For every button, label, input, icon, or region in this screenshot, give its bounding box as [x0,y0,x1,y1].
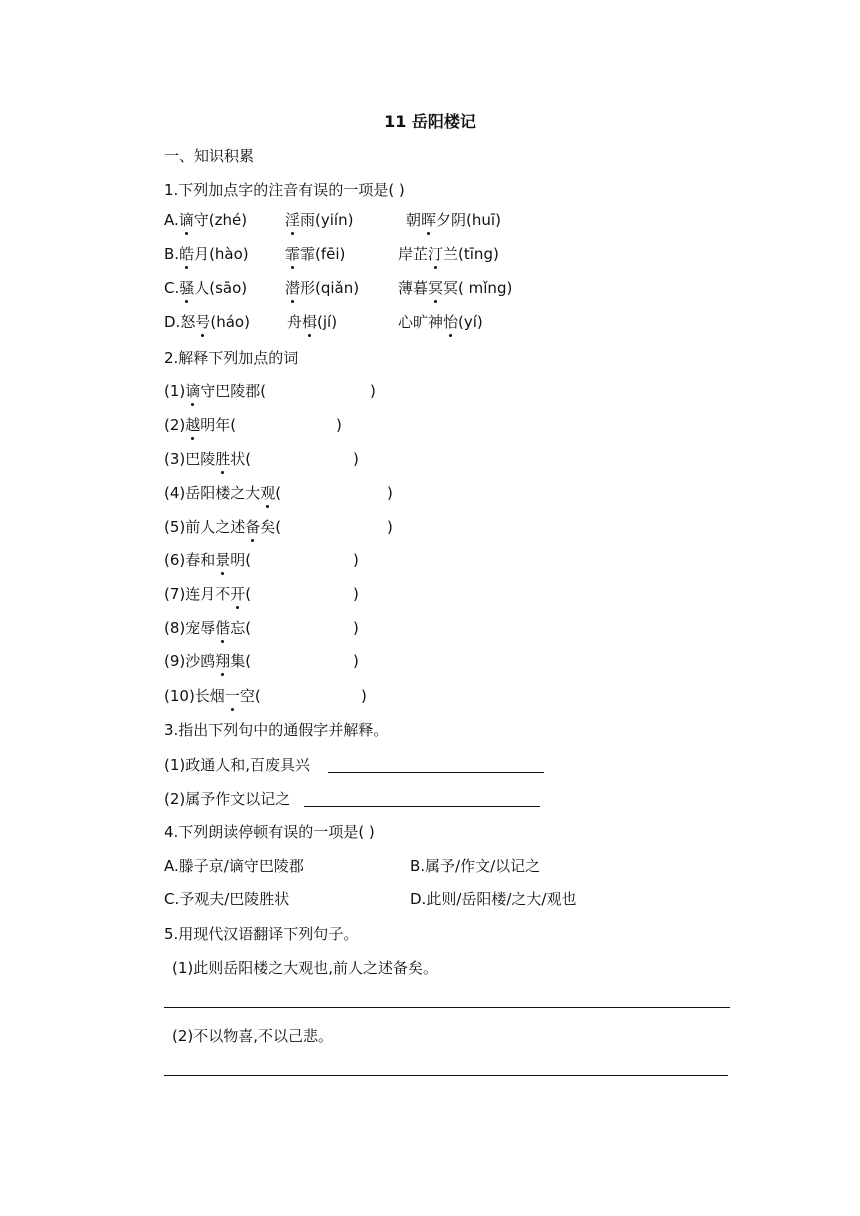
emphasized-char: 景 [215,551,231,569]
item-suffix: 明( [230,551,252,569]
option-suffix: 月(hào) [194,245,249,263]
q5-answer-line-2[interactable] [164,1075,728,1076]
answer-close-paren: ) [387,484,393,502]
answer-close-paren: ) [353,652,359,670]
emphasized-char: 霏 [285,245,301,263]
item-prefix: (10)长烟 [164,687,225,705]
q1-option [164,244,249,264]
item-suffix: 状( [230,450,252,468]
option-suffix: 夕阴(huī) [436,211,501,229]
emphasized-char: 胜 [215,450,231,468]
option-prefix: 薄暮 [398,279,429,297]
emphasized-char: 冥 [428,279,444,297]
emphasized-char: 骚 [179,279,195,297]
option-prefix: D.怒 [164,313,196,331]
option-suffix: 守(zhé) [193,211,248,229]
item-suffix: ( [245,585,252,603]
option-prefix: 心旷神 [398,313,444,331]
q1-option [164,312,250,332]
option-suffix: 形(qiǎn) [300,279,360,297]
item-suffix: 矣( [260,518,282,536]
q4-option-d: D.此则/岳阳楼/之大/观也 [410,890,577,908]
q4-option-b: B.属予/作文/以记之 [410,857,541,875]
q3-stem: 3.指出下列句中的通假字并解释。 [164,721,389,739]
q2-item [164,686,261,706]
q2-item [164,584,251,604]
q5-item-2: (2)不以物喜,不以己悲。 [172,1027,334,1045]
item-prefix: (5)前人之述 [164,518,246,536]
item-suffix: 守巴陵郡( [200,382,267,400]
q5-stem: 5.用现代汉语翻译下列句子。 [164,925,359,943]
q3-answer-blank-1[interactable] [328,772,544,773]
q2-item [164,415,236,435]
option-suffix: 兰(tīng) [443,245,499,263]
emphasized-char: 翔 [215,652,231,670]
option-prefix: B. [164,245,180,263]
option-prefix: 朝 [406,211,422,229]
answer-close-paren: ) [336,416,342,434]
q2-item [164,517,281,537]
q3-item-1: (1)政通人和,百废具兴 [164,756,311,774]
item-suffix: 明年( [200,416,237,434]
q1-option [285,244,345,264]
q4-option-a: A.滕子京/谪守巴陵郡 [164,857,304,875]
item-prefix: (4)岳阳楼之大 [164,484,261,502]
option-suffix: (yí) [458,313,483,331]
emphasized-char: 开 [230,585,246,603]
q2-item [164,381,266,401]
emphasized-char: 谪 [178,211,194,229]
q4-option-c: C.予观夫/巴陵胜状 [164,890,290,908]
q2-item [164,618,251,638]
emphasized-char: 一 [224,687,240,705]
emphasized-char: 汀 [428,245,444,263]
item-suffix: 空( [239,687,261,705]
q1-option [398,244,499,264]
answer-close-paren: ) [361,687,367,705]
item-suffix: 忘( [230,619,252,637]
emphasized-char: 备 [245,518,261,536]
item-prefix: (7)连月不 [164,585,231,603]
answer-close-paren: ) [353,619,359,637]
q1-option [287,312,337,332]
q4-stem: 4.下列朗读停顿有误的一项是( ) [164,823,375,841]
q1-option [398,312,483,332]
q2-item [164,449,251,469]
option-suffix: 人(sāo) [194,279,248,297]
q2-stem: 2.解释下列加点的词 [164,349,299,367]
q1-option [398,278,512,298]
item-prefix: (3)巴陵 [164,450,216,468]
emphasized-char: 潜 [285,279,301,297]
answer-close-paren: ) [353,450,359,468]
emphasized-char: 偕 [215,619,231,637]
answer-close-paren: ) [353,551,359,569]
option-suffix: 霏(fēi) [300,245,346,263]
q3-answer-blank-2[interactable] [304,806,540,807]
q3-item-2: (2)属予作文以记之 [164,790,291,808]
item-prefix: (8)宠辱 [164,619,216,637]
q1-option [285,278,359,298]
emphasized-char: 号 [195,313,211,331]
q2-item [164,483,281,503]
item-suffix: ( [275,484,282,502]
q5-item-1: (1)此则岳阳楼之大观也,前人之述备矣。 [172,959,439,977]
q1-option [164,278,247,298]
emphasized-char: 谪 [185,382,201,400]
emphasized-char: 皓 [179,245,195,263]
q2-item [164,550,251,570]
q5-answer-line-1[interactable] [164,1007,730,1008]
item-prefix: (6)春和 [164,551,216,569]
page-title: 11 岳阳楼记 [384,112,476,131]
q1-option [164,210,247,230]
answer-close-paren: ) [387,518,393,536]
emphasized-char: 楫 [302,313,318,331]
section-heading: 一、知识积累 [164,147,255,165]
answer-close-paren: ) [370,382,376,400]
option-prefix: 岸芷 [398,245,429,263]
answer-close-paren: ) [353,585,359,603]
item-prefix: (1) [164,382,186,400]
emphasized-char: 观 [260,484,276,502]
item-prefix: (2) [164,416,186,434]
option-suffix: 雨(yiín) [300,211,354,229]
item-suffix: 集( [230,652,252,670]
emphasized-char: 越 [185,416,201,434]
q1-option [406,210,501,230]
option-prefix: A. [164,211,179,229]
option-prefix: C. [164,279,180,297]
option-suffix: (háo) [210,313,250,331]
emphasized-char: 淫 [285,211,301,229]
option-suffix: 冥( mǐng) [443,279,513,297]
item-prefix: (9)沙鸥 [164,652,216,670]
q2-item [164,651,251,671]
option-suffix: (jí) [317,313,338,331]
emphasized-char: 怡 [443,313,459,331]
q1-option [285,210,353,230]
emphasized-char: 晖 [421,211,437,229]
q1-stem: 1.下列加点字的注音有误的一项是( ) [164,181,405,199]
option-prefix: 舟 [287,313,303,331]
